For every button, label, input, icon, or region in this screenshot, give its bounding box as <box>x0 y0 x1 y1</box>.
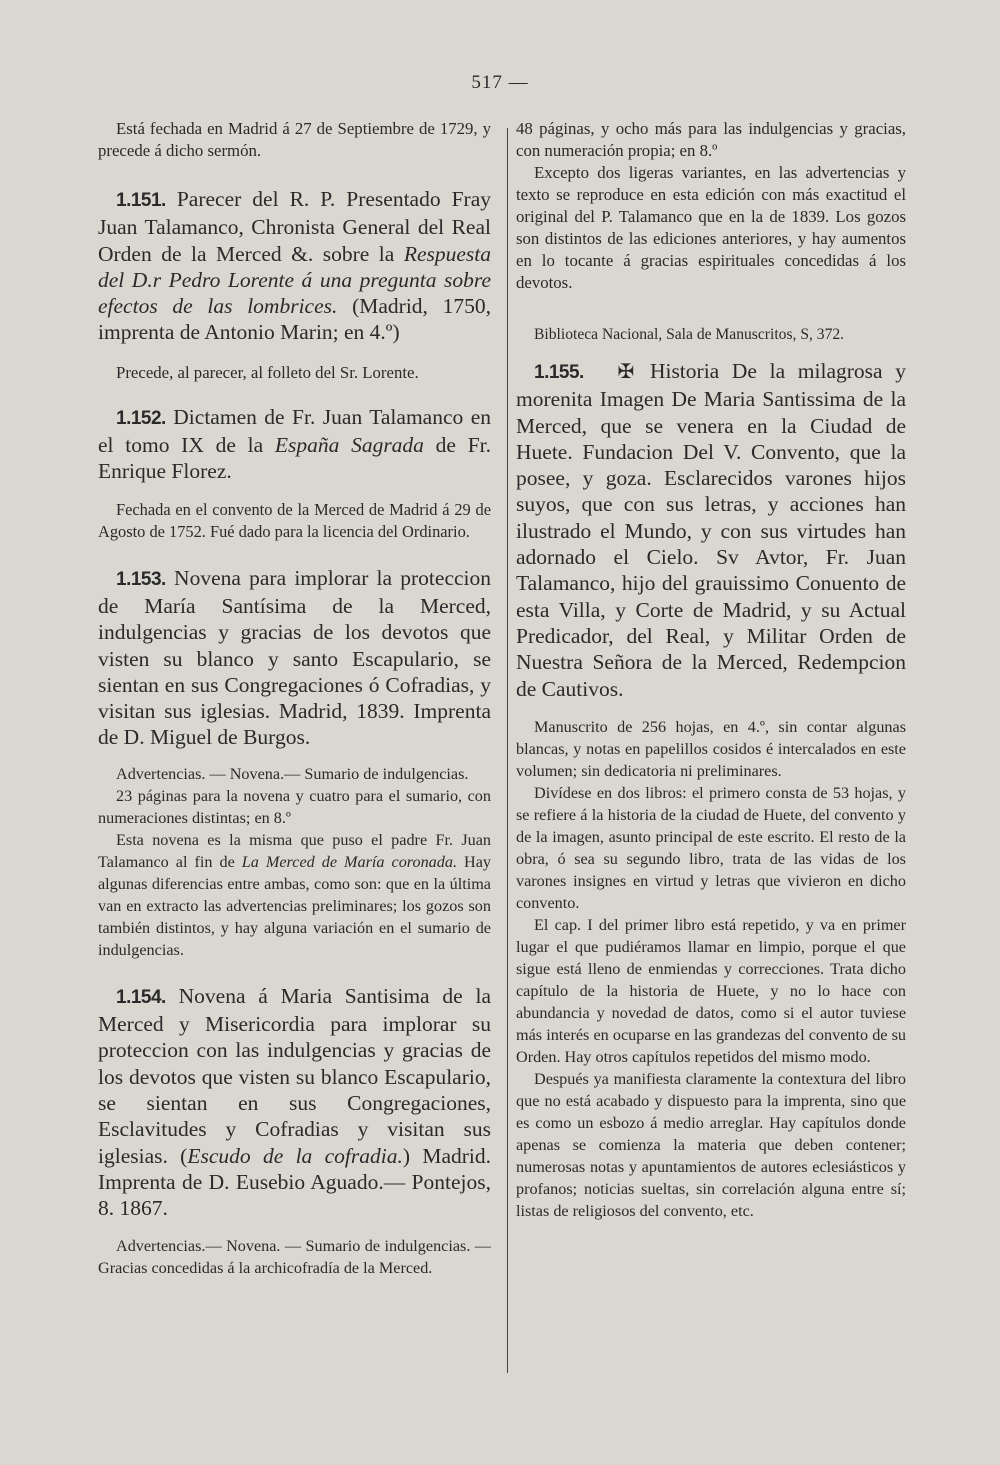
entry-text: Dictamen de Fr. Juan Talamanco en el tomo IX de la <box>98 404 491 458</box>
entry-text: ) Madrid. Imprenta de D. Eusebio Aguado.— Pontejos, 8. 1867. <box>98 1143 491 1221</box>
entry-number: 1.154. <box>116 986 166 1008</box>
entry-number: 1.151. <box>116 190 166 211</box>
cross-icon: ✠ <box>617 361 635 383</box>
note-1155-chapter: El cap. I del primer libro está repetido, y va en primer lugar el que pudiéramos llamar en limpio, porque el que sigue está lleno de enmiendas y correcciones. Trata dicho capítulo de la historia de Huete, y no lo hace con abundancia y novedad de datos, como si el autor tuviese más interés en ocuparse en las grandezas del convento de su Orden. Hay otros capítulos repetidos del mismo modo. <box>516 915 906 1066</box>
entry-text: Historia De la milagrosa y morenita Imagen De Maria Santissima de la Merced, que se venera en la Ciudad de Huete. Fundacion Del V. Convento, que la posee, y goza. Esclarecidos varones hijos suyos, que con sus letras, y acciones han ilustrado el Mundo, y con sus virtudes han adornado el Cielo. Sv Avtor, Fr. Juan Talamanco, hijo del grauissimo Conuento de esta Villa, y Corte de Madrid, y su Actual Predicador, del Real, y Militar Orden de Nuestra Señora de la Merced, Redempcion de Cautivos. <box>516 359 906 701</box>
note-1153-comparison <box>98 829 491 961</box>
note-1151: Precede, al parecer, al folleto del Sr. Lorente. <box>116 362 419 382</box>
entry-italic-title: Respuesta del D.r Pedro Lorente á una pregunta sobre efectos de las lombrices. <box>98 241 491 319</box>
note-1153-pages: 23 páginas para la novena y cuatro para el sumario, con numeraciones distintas; en 8.º <box>98 786 491 827</box>
entry-number: 1.152. <box>116 407 166 429</box>
entry-1154 <box>98 983 491 1222</box>
note-text: Hay algunas diferencias entre ambas, como son: que en la última van en extracto las advertencias preliminares; los gozos son también distintos, y hay alguna variación en el sumario de indulgencias. <box>98 852 491 959</box>
note-italic-title: La Merced de María coronada. <box>241 852 458 871</box>
note-1155-description: Manuscrito de 256 hojas, en 4.º, sin contar algunas blancas, y notas en papelillos cosidos é intercalados en este volumen; sin dedicatoria ni preliminares. <box>516 717 906 780</box>
variants-paragraph: Excepto dos ligeras variantes, en las advertencias y texto se reproduce en esta edición con más exactitud el original del P. Talamanco que en la de 1839. Los gozos son distintos de las ediciones anteriores, y hay aumentos en lo tocante á gracias espirituales concedidas á los devotos. <box>516 163 906 292</box>
entry-1153 <box>98 565 491 751</box>
intro-paragraph: Está fechada en Madrid á 27 de Septiembre de 1729, y precede á dicho sermón. <box>98 119 491 160</box>
column-divider <box>507 128 508 1373</box>
entry-text: Novena para implorar la proteccion de María Santísima de la Merced, indulgencias y gracias de los devotos que visten su blanco y santo Escapulario, se sientan en sus Congregaciones ó Cofradias, y visitan sus iglesias. Madrid, 1839. Imprenta de D. Miguel de Burgos. <box>98 565 492 750</box>
entry-italic-title: España Sagrada <box>274 433 424 458</box>
entry-text: Novena á Maria Santisima de la Merced y Misericordia para implorar su proteccion con las indulgencias y gracias de los devotos que visten su blanco Escapulario, se sientan en sus Congregaciones, Esclavitudes y Cofradias y visitan sus iglesias. ( <box>98 983 492 1168</box>
entry-1151 <box>98 186 491 346</box>
entry-text: de Fr. Enrique Florez. <box>98 433 491 484</box>
continued-paragraph: 48 páginas, y ocho más para las indulgencias y gracias, con numeración propia; en 8.º <box>516 119 906 160</box>
entry-text: Parecer del R. P. Presentado Fray Juan Talamanco, Chronista General del Real Orden de la Merced &. sobre la <box>98 187 492 266</box>
entry-1155 <box>516 358 906 702</box>
entry-number: 1.155. <box>534 362 584 383</box>
note-text: Esta novena es la misma que puso el padre Fr. Juan Talamanco al fin de <box>98 830 491 871</box>
entry-text: (Madrid, 1750, imprenta de Antonio Marin; en 4.º) <box>98 294 492 345</box>
note-1155-structure: Después ya manifiesta claramente la contextura del libro que no está acabado y dispuesto para la imprenta, sino que es como un esbozo á medio arreglar. Hay capítulos donde apenas se comienza la materia que deben contener; numerosas notas y apuntamientos de autores eclesiásticos y profanos; noticias sueltas, sin correlación alguna entre sí; listas de religiosos del convento, etc. <box>516 1069 906 1220</box>
entry-italic-title: Escudo de la cofradia. <box>187 1143 403 1168</box>
entry-1152 <box>98 404 491 485</box>
right-column <box>516 118 906 1222</box>
left-column <box>98 118 491 1279</box>
note-1154: Advertencias.— Novena. — Sumario de indulgencias. — Gracias concedidas á la archicofradía de la Merced. <box>98 1237 491 1278</box>
note-1152: Fechada en el convento de la Merced de Madrid á 29 de Agosto de 1752. Fué dado para la licencia del Ordinario. <box>98 499 491 541</box>
library-location: Biblioteca Nacional, Sala de Manuscritos, S, 372. <box>534 326 845 343</box>
entry-number: 1.153. <box>116 568 166 590</box>
page-number: 517 — <box>471 72 529 93</box>
note-1155-books: Divídese en dos libros: el primero consta de 53 hojas, y se refiere á la historia de la ciudad de Huete, del convento y de la imagen, asunto principal de este escrito. El resto de la obra, ó sea su segundo libro, trata de las vidas de los varones insignes en virtud y letras que vivieron en dicho convento. <box>516 783 906 912</box>
note-1153-contents: Advertencias. — Novena.— Sumario de indulgencias. <box>116 764 469 783</box>
